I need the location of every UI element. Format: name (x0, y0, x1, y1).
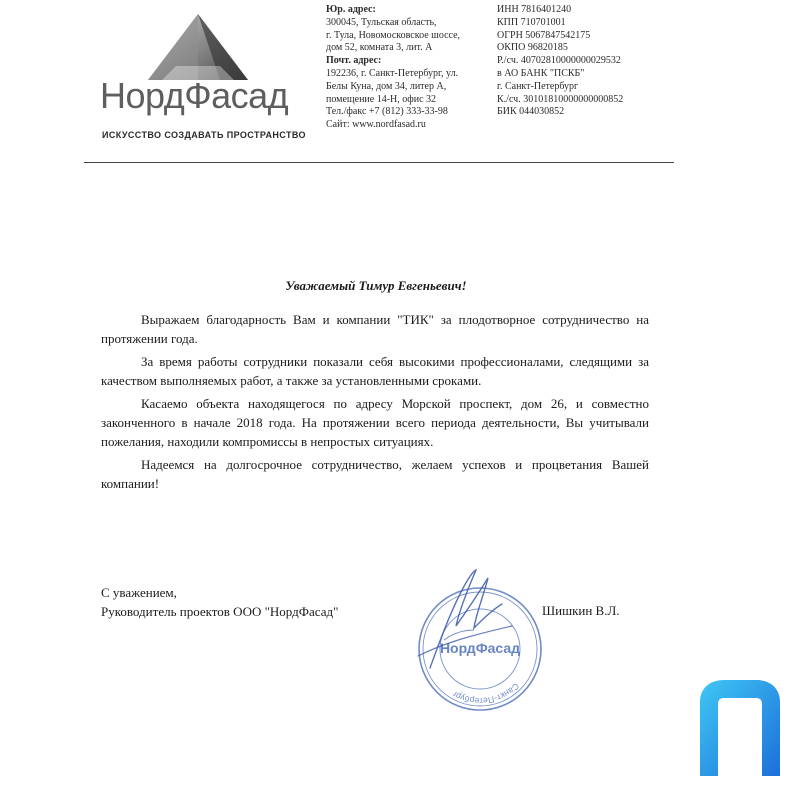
requisite-line: ОГРН 5067847542175 (497, 29, 591, 41)
postal-address-line: Белы Куна, дом 34, литер А, (326, 80, 447, 92)
letter-greeting: Уважаемый Тимур Евгеньевич! (285, 278, 467, 293)
letter-body (101, 311, 649, 498)
signer-name: Шишкин В.Л. (542, 603, 620, 618)
letter-paragraph: Касаемо объекта находящегося по адресу Морской проспект, дом 26, и совместно законченного в начале 2018 года. На протяжении всего периода деятельности, Вы учитывали пожелания, находили компромиссы в непростых ситуациях. (101, 396, 649, 449)
closing-position: Руководитель проектов ООО "НордФасад" (101, 603, 339, 619)
postal-address-line: помещение 14-Н, офис 32 (326, 93, 437, 105)
requisite-line: г. Санкт-Петербург (497, 80, 579, 92)
handwritten-signature (408, 560, 521, 680)
requisite-line: в АО БАНК "ПСКБ" (497, 67, 585, 79)
requisite-line: КПП 710701001 (497, 16, 566, 28)
legal-address-label: Юр. адрес: (326, 4, 376, 15)
brand-logo-icon (694, 676, 786, 776)
requisite-line: ОКПО 96820185 (497, 42, 568, 54)
legal-address-line: дом 52, комната 3, лит. А (326, 42, 433, 54)
letter-paragraph: За время работы сотрудники показали себя высокими профессионалами, следящими за качеством выполняемых работ, а также за установленными сроками. (101, 354, 649, 388)
letter-closing (101, 584, 338, 621)
letter-paragraph: Надеемся на долгосрочное сотрудничество, желаем успехов и процветания Вашей компании! (101, 457, 649, 491)
requisites-block (497, 4, 623, 119)
company-logo-text: НордФасад (100, 75, 289, 116)
company-tagline: ИСКУССТВО СОЗДАВАТЬ ПРОСТРАНСТВО (102, 130, 306, 140)
legal-address-line: 300045, Тульская область, (326, 16, 437, 28)
address-block (326, 4, 460, 132)
stamp-center-text: НордФасад (439, 640, 521, 656)
phone-fax: Тел./факс +7 (812) 333-33-98 (326, 106, 448, 118)
website: Сайт: www.nordfasad.ru (326, 119, 426, 131)
letter-paragraph: Выражаем благодарность Вам и компании "ТИК" за плодотворное сотрудничество на протяжении года. (101, 312, 649, 346)
postal-address-label: Почт. адрес: (326, 55, 382, 67)
legal-address-line: г. Тула, Новомосковское шоссе, (326, 29, 461, 41)
requisite-line: ИНН 7816401240 (497, 4, 572, 15)
requisite-line: БИК 044030852 (497, 106, 565, 118)
closing-regards: С уважением, (101, 585, 177, 600)
header-divider (84, 162, 674, 163)
stamp-ring-text: Санкт-Петербург (450, 681, 522, 707)
postal-address-line: 192236, г. Санкт-Петербург, ул. (326, 67, 459, 79)
requisite-line: Р./сч. 40702810000000029532 (497, 55, 621, 67)
requisite-line: К./сч. 30101810000000000852 (497, 93, 624, 105)
